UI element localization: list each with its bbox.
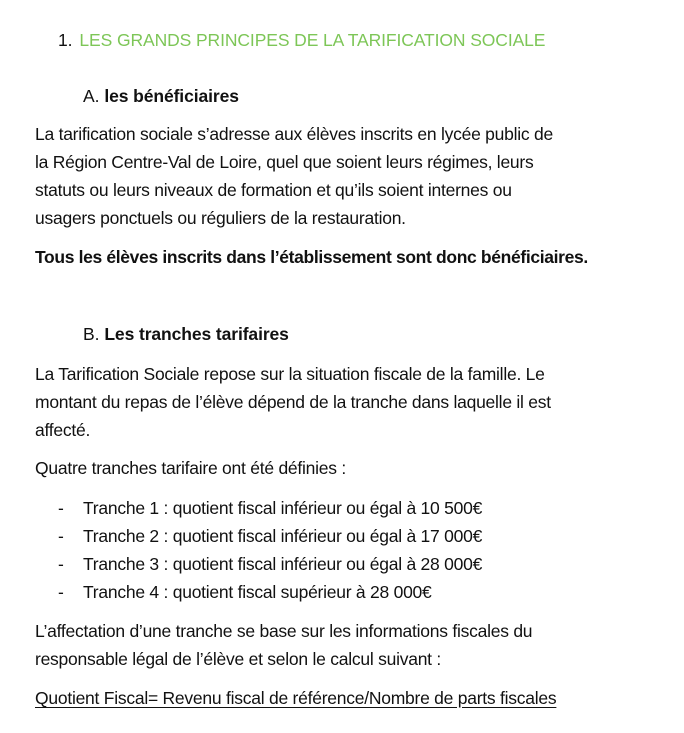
paragraph-line: L’affectation d’une tranche se base sur les informations fiscales du xyxy=(35,621,533,641)
dash-bullet-icon: - xyxy=(58,582,64,602)
paragraph-line: La Tarification Sociale repose sur la situation fiscale de la famille. Le xyxy=(35,364,545,384)
paragraph-line: usagers ponctuels ou réguliers de la restauration. xyxy=(35,208,406,228)
tranches-list xyxy=(58,494,482,606)
paragraph-line: responsable légal de l’élève et selon le calcul suivant : xyxy=(35,649,442,669)
paragraph-line: statuts ou leurs niveaux de formation et qu’ils soient internes ou xyxy=(35,180,512,200)
subsection-a-letter: A. xyxy=(83,86,100,106)
tranches-paragraph xyxy=(35,360,650,444)
section-number: 1. xyxy=(58,30,73,50)
subsection-b-heading xyxy=(83,322,289,346)
tranche-text: Tranche 1 : quotient fiscal inférieur ou égal à 10 500€ xyxy=(83,498,483,518)
subsection-b-title: Les tranches tarifaires xyxy=(104,324,289,344)
dash-bullet-icon: - xyxy=(58,554,64,574)
tranches-intro: Quatre tranches tarifaire ont été définies : xyxy=(35,458,346,478)
tranche-text: Tranche 3 : quotient fiscal inférieur ou égal à 28 000€ xyxy=(83,554,483,574)
paragraph-line: la Région Centre-Val de Loire, quel que soient leurs régimes, leurs xyxy=(35,152,534,172)
section-title: LES GRANDS PRINCIPES DE LA TARIFICATION SOCIALE xyxy=(79,30,546,50)
subsection-a-heading xyxy=(83,84,239,108)
list-item xyxy=(58,494,482,522)
tranche-text: Tranche 2 : quotient fiscal inférieur ou égal à 17 000€ xyxy=(83,526,483,546)
beneficiaires-paragraph xyxy=(35,120,650,232)
paragraph-line: La tarification sociale s’adresse aux élèves inscrits en lycée public de xyxy=(35,124,553,144)
tranche-text: Tranche 4 : quotient fiscal supérieur à 28 000€ xyxy=(83,582,432,602)
affectation-paragraph xyxy=(35,617,650,673)
section-heading xyxy=(58,28,545,52)
paragraph-line: montant du repas de l’élève dépend de la tranche dans laquelle il est xyxy=(35,392,551,412)
beneficiaires-emphasis: Tous les élèves inscrits dans l’établissement sont donc bénéficiaires. xyxy=(35,247,588,267)
dash-bullet-icon: - xyxy=(58,526,64,546)
dash-bullet-icon: - xyxy=(58,498,64,518)
list-item xyxy=(58,578,482,606)
list-item xyxy=(58,550,482,578)
list-item xyxy=(58,522,482,550)
quotient-formula: Quotient Fiscal= Revenu fiscal de référence/Nombre de parts fiscales xyxy=(35,688,557,708)
paragraph-line: affecté. xyxy=(35,420,91,440)
subsection-b-letter: B. xyxy=(83,324,100,344)
subsection-a-title: les bénéficiaires xyxy=(104,86,239,106)
